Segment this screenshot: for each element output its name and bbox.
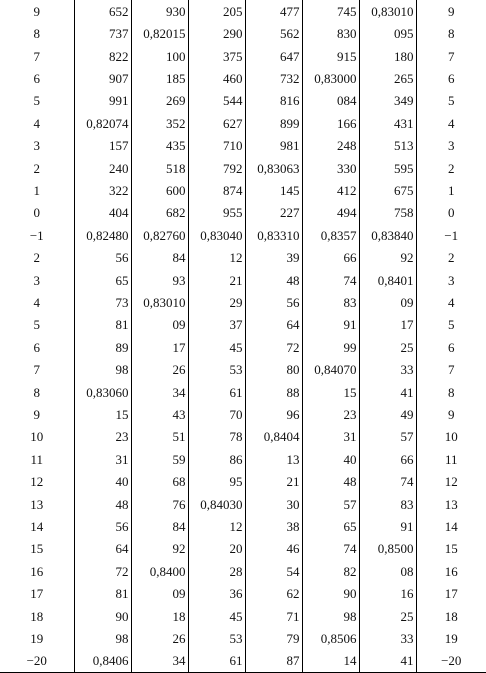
row-argument-left: 5 xyxy=(0,90,74,112)
table-row xyxy=(0,224,486,246)
table-cell: 46 xyxy=(245,538,302,560)
table-cell: 652 xyxy=(74,0,131,22)
row-argument-right: 8 xyxy=(416,381,486,403)
table-cell: 64 xyxy=(245,314,302,336)
table-cell: 38 xyxy=(245,515,302,537)
row-argument-right: 6 xyxy=(416,67,486,89)
table-row xyxy=(0,112,486,134)
row-argument-left: 9 xyxy=(0,0,74,22)
table-cell: 12 xyxy=(188,515,245,537)
row-argument-right: 7 xyxy=(416,359,486,381)
table-row xyxy=(0,650,486,673)
row-argument-left: 8 xyxy=(0,22,74,44)
table-cell: 68 xyxy=(131,471,188,493)
table-cell: 675 xyxy=(359,179,416,201)
table-cell: 205 xyxy=(188,0,245,22)
table-cell: 874 xyxy=(188,179,245,201)
row-argument-right: 11 xyxy=(416,448,486,470)
table-cell: 0,82015 xyxy=(131,22,188,44)
table-cell: 095 xyxy=(359,22,416,44)
table-cell: 227 xyxy=(245,202,302,224)
row-argument-right: 3 xyxy=(416,269,486,291)
table-cell: 57 xyxy=(302,493,359,515)
table-cell: 41 xyxy=(359,381,416,403)
table-cell: 830 xyxy=(302,22,359,44)
table-cell: 375 xyxy=(188,45,245,67)
table-cell: 349 xyxy=(359,90,416,112)
row-argument-left: 13 xyxy=(0,493,74,515)
table-cell: 41 xyxy=(359,650,416,673)
table-cell: 81 xyxy=(74,314,131,336)
table-cell: 0,83010 xyxy=(131,291,188,313)
table-cell: 74 xyxy=(302,538,359,560)
table-row xyxy=(0,493,486,515)
table-cell: 0,83010 xyxy=(359,0,416,22)
table-row xyxy=(0,627,486,649)
table-cell: 20 xyxy=(188,538,245,560)
row-argument-left: 1 xyxy=(0,179,74,201)
table-cell: 45 xyxy=(188,336,245,358)
table-cell: 21 xyxy=(245,471,302,493)
table-row xyxy=(0,0,486,22)
table-cell: 792 xyxy=(188,157,245,179)
table-cell: 56 xyxy=(245,291,302,313)
row-argument-right: 1 xyxy=(416,179,486,201)
table-cell: 412 xyxy=(302,179,359,201)
row-argument-left: −1 xyxy=(0,224,74,246)
table-cell: 352 xyxy=(131,112,188,134)
table-cell: 269 xyxy=(131,90,188,112)
table-cell: 29 xyxy=(188,291,245,313)
table-cell: 15 xyxy=(302,381,359,403)
table-cell: 16 xyxy=(359,583,416,605)
table-row xyxy=(0,314,486,336)
row-argument-left: 4 xyxy=(0,291,74,313)
table-cell: 0,8506 xyxy=(302,627,359,649)
table-cell: 710 xyxy=(188,134,245,156)
table-cell: 59 xyxy=(131,448,188,470)
table-cell: 513 xyxy=(359,134,416,156)
row-argument-right: 4 xyxy=(416,112,486,134)
table-row xyxy=(0,381,486,403)
table-cell: 431 xyxy=(359,112,416,134)
table-cell: 33 xyxy=(359,359,416,381)
row-argument-right: 10 xyxy=(416,426,486,448)
table-cell: 0,83310 xyxy=(245,224,302,246)
table-cell: 330 xyxy=(302,157,359,179)
table-cell: 745 xyxy=(302,0,359,22)
table-cell: 157 xyxy=(74,134,131,156)
row-argument-left: −20 xyxy=(0,650,74,673)
table-cell: 25 xyxy=(359,336,416,358)
table-cell: 98 xyxy=(302,605,359,627)
table-cell: 180 xyxy=(359,45,416,67)
table-row xyxy=(0,202,486,224)
row-argument-right: 9 xyxy=(416,0,486,22)
table-cell: 084 xyxy=(302,90,359,112)
row-argument-right: 4 xyxy=(416,291,486,313)
row-argument-left: 15 xyxy=(0,538,74,560)
table-cell: 322 xyxy=(74,179,131,201)
table-cell: 81 xyxy=(74,583,131,605)
table-cell: 737 xyxy=(74,22,131,44)
table-cell: 404 xyxy=(74,202,131,224)
row-argument-left: 8 xyxy=(0,381,74,403)
row-argument-left: 5 xyxy=(0,314,74,336)
row-argument-left: 10 xyxy=(0,426,74,448)
table-cell: 0,83060 xyxy=(74,381,131,403)
table-cell: 240 xyxy=(74,157,131,179)
table-cell: 30 xyxy=(245,493,302,515)
table-cell: 0,8406 xyxy=(74,650,131,673)
table-cell: 0,84030 xyxy=(188,493,245,515)
table-row xyxy=(0,560,486,582)
table-cell: 80 xyxy=(245,359,302,381)
row-argument-right: −20 xyxy=(416,650,486,673)
row-argument-right: 18 xyxy=(416,605,486,627)
row-argument-right: 0 xyxy=(416,202,486,224)
table-cell: 79 xyxy=(245,627,302,649)
row-argument-left: 6 xyxy=(0,67,74,89)
row-argument-right: 5 xyxy=(416,314,486,336)
table-cell: 435 xyxy=(131,134,188,156)
table-cell: 265 xyxy=(359,67,416,89)
table-cell: 84 xyxy=(131,515,188,537)
table-cell: 98 xyxy=(74,359,131,381)
table-cell: 66 xyxy=(359,448,416,470)
table-cell: 34 xyxy=(131,381,188,403)
table-cell: 51 xyxy=(131,426,188,448)
row-argument-left: 3 xyxy=(0,134,74,156)
row-argument-left: 2 xyxy=(0,246,74,268)
row-argument-right: 13 xyxy=(416,493,486,515)
table-cell: 0,82480 xyxy=(74,224,131,246)
table-cell: 49 xyxy=(359,403,416,425)
table-row xyxy=(0,448,486,470)
table-row xyxy=(0,134,486,156)
row-argument-left: 14 xyxy=(0,515,74,537)
table-cell: 0,8401 xyxy=(359,269,416,291)
table-cell: 66 xyxy=(302,246,359,268)
table-cell: 981 xyxy=(245,134,302,156)
table-cell: 92 xyxy=(359,246,416,268)
table-row xyxy=(0,269,486,291)
table-cell: 991 xyxy=(74,90,131,112)
table-row xyxy=(0,538,486,560)
table-row xyxy=(0,426,486,448)
table-cell: 48 xyxy=(302,471,359,493)
table-cell: 89 xyxy=(74,336,131,358)
table-cell: 36 xyxy=(188,583,245,605)
table-cell: 65 xyxy=(302,515,359,537)
table-cell: 54 xyxy=(245,560,302,582)
table-cell: 17 xyxy=(359,314,416,336)
row-argument-right: 17 xyxy=(416,583,486,605)
table-cell: 53 xyxy=(188,627,245,649)
table-cell: 48 xyxy=(74,493,131,515)
table-cell: 83 xyxy=(302,291,359,313)
table-cell: 28 xyxy=(188,560,245,582)
table-cell: 13 xyxy=(245,448,302,470)
table-cell: 494 xyxy=(302,202,359,224)
table-cell: 31 xyxy=(302,426,359,448)
table-cell: 930 xyxy=(131,0,188,22)
table-row xyxy=(0,291,486,313)
table-cell: 56 xyxy=(74,515,131,537)
table-cell: 518 xyxy=(131,157,188,179)
table-cell: 91 xyxy=(359,515,416,537)
table-cell: 92 xyxy=(131,538,188,560)
row-argument-right: 9 xyxy=(416,403,486,425)
table-cell: 15 xyxy=(74,403,131,425)
table-cell: 26 xyxy=(131,627,188,649)
table-cell: 37 xyxy=(188,314,245,336)
table-cell: 595 xyxy=(359,157,416,179)
row-argument-left: 16 xyxy=(0,560,74,582)
row-argument-left: 7 xyxy=(0,45,74,67)
table-cell: 45 xyxy=(188,605,245,627)
table-cell: 90 xyxy=(302,583,359,605)
table-row xyxy=(0,471,486,493)
row-argument-left: 17 xyxy=(0,583,74,605)
table-cell: 61 xyxy=(188,381,245,403)
table-cell: 74 xyxy=(359,471,416,493)
row-argument-left: 12 xyxy=(0,471,74,493)
table-cell: 145 xyxy=(245,179,302,201)
table-cell: 822 xyxy=(74,45,131,67)
table-cell: 816 xyxy=(245,90,302,112)
table-cell: 96 xyxy=(245,403,302,425)
table-cell: 74 xyxy=(302,269,359,291)
table-cell: 31 xyxy=(74,448,131,470)
table-cell: 23 xyxy=(74,426,131,448)
table-cell: 70 xyxy=(188,403,245,425)
table-cell: 72 xyxy=(245,336,302,358)
table-cell: 40 xyxy=(74,471,131,493)
table-cell: 14 xyxy=(302,650,359,673)
table-cell: 72 xyxy=(74,560,131,582)
table-row xyxy=(0,157,486,179)
table-cell: 0,8404 xyxy=(245,426,302,448)
table-row xyxy=(0,336,486,358)
table-cell: 12 xyxy=(188,246,245,268)
table-cell: 34 xyxy=(131,650,188,673)
table-row xyxy=(0,246,486,268)
table-cell: 99 xyxy=(302,336,359,358)
table-cell: 84 xyxy=(131,246,188,268)
row-argument-right: 8 xyxy=(416,22,486,44)
row-argument-left: 18 xyxy=(0,605,74,627)
table-cell: 0,83000 xyxy=(302,67,359,89)
table-cell: 0,83040 xyxy=(188,224,245,246)
table-cell: 62 xyxy=(245,583,302,605)
table-cell: 71 xyxy=(245,605,302,627)
table-cell: 25 xyxy=(359,605,416,627)
table-cell: 0,8400 xyxy=(131,560,188,582)
table-cell: 53 xyxy=(188,359,245,381)
row-argument-left: 4 xyxy=(0,112,74,134)
table-row xyxy=(0,583,486,605)
table-cell: 915 xyxy=(302,45,359,67)
table-cell: 88 xyxy=(245,381,302,403)
table-cell: 0,8500 xyxy=(359,538,416,560)
table-cell: 17 xyxy=(131,336,188,358)
table-cell: 0,82074 xyxy=(74,112,131,134)
row-argument-left: 2 xyxy=(0,157,74,179)
row-argument-left: 7 xyxy=(0,359,74,381)
table-cell: 90 xyxy=(74,605,131,627)
table-cell: 56 xyxy=(74,246,131,268)
table-cell: 0,8357 xyxy=(302,224,359,246)
row-argument-left: 3 xyxy=(0,269,74,291)
table-cell: 477 xyxy=(245,0,302,22)
table-cell: 0,83840 xyxy=(359,224,416,246)
row-argument-right: −1 xyxy=(416,224,486,246)
table-cell: 166 xyxy=(302,112,359,134)
table-cell: 86 xyxy=(188,448,245,470)
table-cell: 61 xyxy=(188,650,245,673)
table-cell: 39 xyxy=(245,246,302,268)
table-cell: 23 xyxy=(302,403,359,425)
row-argument-right: 2 xyxy=(416,157,486,179)
table-row xyxy=(0,90,486,112)
table-cell: 544 xyxy=(188,90,245,112)
table-cell: 87 xyxy=(245,650,302,673)
table-cell: 40 xyxy=(302,448,359,470)
table-cell: 91 xyxy=(302,314,359,336)
table-cell: 09 xyxy=(131,314,188,336)
table-cell: 627 xyxy=(188,112,245,134)
row-argument-left: 9 xyxy=(0,403,74,425)
table-cell: 955 xyxy=(188,202,245,224)
table-cell: 248 xyxy=(302,134,359,156)
table-row xyxy=(0,22,486,44)
table-cell: 65 xyxy=(74,269,131,291)
row-argument-right: 7 xyxy=(416,45,486,67)
table-cell: 08 xyxy=(359,560,416,582)
row-argument-right: 12 xyxy=(416,471,486,493)
table-cell: 43 xyxy=(131,403,188,425)
table-row xyxy=(0,605,486,627)
table-cell: 647 xyxy=(245,45,302,67)
table-cell: 82 xyxy=(302,560,359,582)
row-argument-left: 11 xyxy=(0,448,74,470)
table-cell: 57 xyxy=(359,426,416,448)
table-cell: 907 xyxy=(74,67,131,89)
table-cell: 758 xyxy=(359,202,416,224)
table-cell: 83 xyxy=(359,493,416,515)
table-cell: 09 xyxy=(359,291,416,313)
table-cell: 26 xyxy=(131,359,188,381)
table-cell: 33 xyxy=(359,627,416,649)
row-argument-right: 3 xyxy=(416,134,486,156)
table-cell: 76 xyxy=(131,493,188,515)
table-cell: 600 xyxy=(131,179,188,201)
table-cell: 100 xyxy=(131,45,188,67)
table-row xyxy=(0,359,486,381)
table-cell: 682 xyxy=(131,202,188,224)
row-argument-right: 15 xyxy=(416,538,486,560)
table-row xyxy=(0,179,486,201)
table-cell: 0,83063 xyxy=(245,157,302,179)
row-argument-left: 0 xyxy=(0,202,74,224)
row-argument-right: 6 xyxy=(416,336,486,358)
table-cell: 78 xyxy=(188,426,245,448)
table-cell: 0,82760 xyxy=(131,224,188,246)
table-cell: 290 xyxy=(188,22,245,44)
table-cell: 64 xyxy=(74,538,131,560)
table-cell: 732 xyxy=(245,67,302,89)
row-argument-right: 14 xyxy=(416,515,486,537)
table-cell: 562 xyxy=(245,22,302,44)
table-cell: 460 xyxy=(188,67,245,89)
row-argument-left: 6 xyxy=(0,336,74,358)
table-cell: 95 xyxy=(188,471,245,493)
table-cell: 09 xyxy=(131,583,188,605)
table-row xyxy=(0,515,486,537)
table-row xyxy=(0,403,486,425)
table-row xyxy=(0,45,486,67)
row-argument-right: 2 xyxy=(416,246,486,268)
row-argument-right: 16 xyxy=(416,560,486,582)
table-cell: 73 xyxy=(74,291,131,313)
row-argument-right: 19 xyxy=(416,627,486,649)
row-argument-left: 19 xyxy=(0,627,74,649)
table-cell: 0,84070 xyxy=(302,359,359,381)
table-row xyxy=(0,67,486,89)
table-cell: 899 xyxy=(245,112,302,134)
table-cell: 18 xyxy=(131,605,188,627)
table-cell: 93 xyxy=(131,269,188,291)
row-argument-right: 5 xyxy=(416,90,486,112)
table-cell: 185 xyxy=(131,67,188,89)
table-cell: 98 xyxy=(74,627,131,649)
table-cell: 48 xyxy=(245,269,302,291)
table-cell: 21 xyxy=(188,269,245,291)
